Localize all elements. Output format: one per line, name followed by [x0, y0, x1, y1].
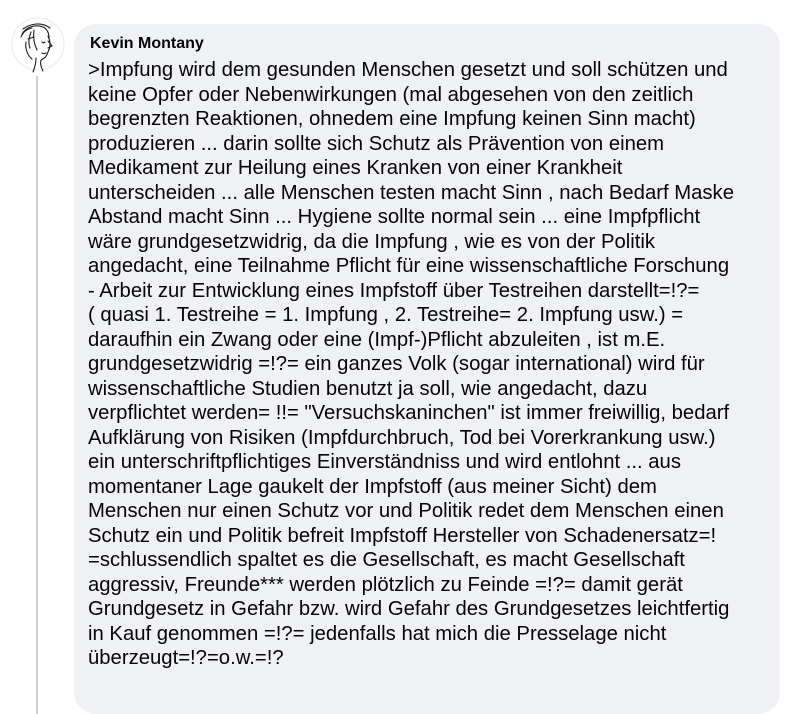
thread-connector-line	[36, 76, 38, 714]
portrait-sketch-icon	[11, 15, 65, 73]
avatar[interactable]	[11, 15, 65, 73]
comment-body-text: >Impfung wird dem gesunden Menschen gesetzt und soll schützen und keine Opfer oder Nebenwirkungen (mal abgesehen von den zeitlich begrenzten Reaktionen, ohnedem eine Impfung keinen Sinn macht) produzieren ... darin sollte sich Schutz als Prävention von einem Medikament zur Heilung eines Kranken von einer Krankheit unterscheiden ... alle Menschen testen macht Sinn , nach Bedarf Maske Abstand macht Sinn ... Hygiene sollte normal sein ... eine Impfpflicht wäre grundgesetzwidrig, da die Impfung , wie es von der Politik angedacht, eine Teilnahme Pflicht für eine wissenschaftliche Forschung - Arbeit zur Entwicklung eines Impfstoff über Testreihen darstellt=!?= ( quasi 1. Testreihe = 1. Impfung , 2. Testreihe= 2. Impfung usw.) = daraufhin ein Zwang oder eine (Impf-)Pflicht abzuleiten , ist m.E. grundgesetzwidrig =!?= ein ganzes Volk (sogar international) wird für wissenschaftliche Studien benutzt ja soll, wie angedacht, dazu verpflichtet werden= !!= "Versuchskaninchen" ist immer freiwillig, bedarf Aufklärung von Risiken (Impfdurchbruch, Tod bei Vorerkrankung usw.) ein unterschriftpflichtiges Einverständniss und wird entlohnt ... aus momentaner Lage gaukelt der Impfstoff (aus meiner Sicht) dem Menschen nur einen Schutz vor und Politik redet dem Menschen einen Schutz ein und Politik befreit Impfstoff Hersteller von Schadenersatz=! =schlussendlich spaltet es die Gesellschaft, es macht Gesellschaft aggressiv, Freunde*** werden plötzlich zu Feinde =!?= damit gerät Grundgesetz in Gefahr bzw. wird Gefahr des Grundgesetzes leichtfertig in Kauf genommen =!?= jedenfalls hat mich die Presselage nicht überzeugt=!?=o.w.=!?	[88, 59, 734, 669]
comment-author-name[interactable]: Kevin Montany	[90, 35, 204, 52]
comment-bubble	[74, 24, 780, 714]
